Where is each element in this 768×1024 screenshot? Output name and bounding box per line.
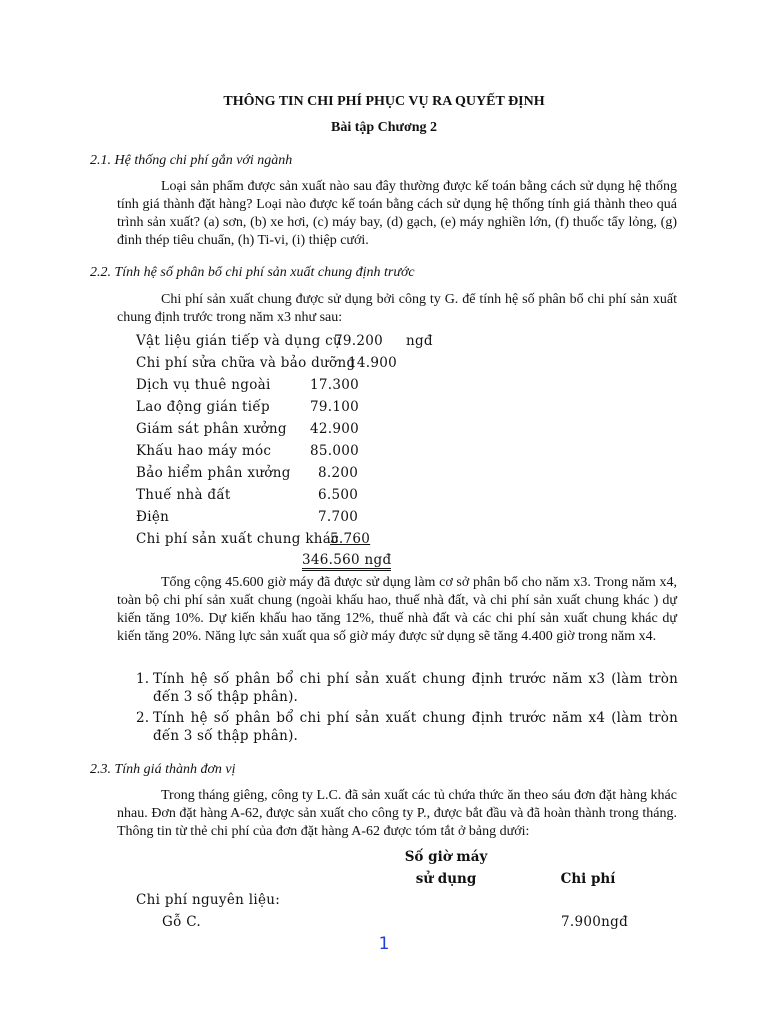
cost-label: Chi phí sửa chữa và bảo dưỡng (136, 355, 356, 371)
row-label-wood: Gỗ C. (162, 914, 201, 930)
cost-label: Bảo hiểm phân xưởng (136, 465, 291, 481)
row-value-wood-cost: 7.900ngđ (561, 914, 629, 930)
cost-label: Khấu hao máy móc (136, 443, 272, 459)
cost-label: Dịch vụ thuê ngoài (136, 377, 271, 393)
cost-label: Chi phí sản xuất chung khác (136, 531, 339, 547)
cost-value: 6.500 (318, 487, 359, 503)
column-header-cost: Chi phí (560, 871, 616, 887)
section-heading-2-1: 2.1. Hệ thống chi phí gắn với ngành (90, 153, 293, 168)
cost-value: 8.200 (318, 465, 359, 481)
cost-value: 7.700 (318, 509, 359, 525)
cost-value: 79.200 (334, 333, 384, 349)
cost-value: 42.900 (310, 421, 360, 437)
row-label-materials: Chi phí nguyên liệu: (136, 892, 281, 908)
section-2-2-body: Tổng cộng 45.600 giờ máy đã được sử dụng làm cơ sở phân bổ cho năm x3. Trong năm x4, toàn bộ chi phí sản xuất chung (ngoài khấu hao, thuế nhà đất, và chi phí sản xuất chung khác ) dự kiến tăng 10%. Dự kiến khấu hao tăng 12%, thuế nhà đất và các chi phí sản xuất chung khác dự kiến tăng 20%. Năng lực sản xuất qua số giờ máy được sử dụng sẽ tăng 4.400 giờ trong năm x4. (117, 575, 677, 644)
cost-label: Giám sát phân xưởng (136, 421, 287, 437)
cost-label: Vật liệu gián tiếp và dụng cụ (136, 333, 342, 349)
cost-value: 79.100 (310, 399, 360, 415)
section-heading-2-2: 2.2. Tính hệ số phân bổ chi phí sản xuất chung định trước (90, 265, 415, 280)
list-item-number: 1. (136, 671, 150, 687)
document-title: THÔNG TIN CHI PHÍ PHỤC VỤ RA QUYẾT ĐỊNH (223, 94, 545, 109)
cost-unit: ngđ (406, 333, 433, 349)
page-number: 1 (378, 934, 390, 954)
section-2-2-intro: Chi phí sản xuất chung được sử dụng bởi công ty G. để tính hệ số phân bổ chi phí sản xuất chung định trước trong năm x3 như sau: (117, 292, 677, 325)
cost-value: 17.300 (310, 377, 360, 393)
cost-label: Lao động gián tiếp (136, 399, 270, 415)
cost-value: 14.900 (348, 355, 398, 371)
list-item-text: Tính hệ số phân bổ chi phí sản xuất chung định trước năm x3 (làm tròn đến 3 số thập phân). (153, 671, 678, 705)
section-heading-2-3: 2.3. Tính giá thành đơn vị (90, 762, 236, 777)
column-header-hours-line2: sử dụng (415, 871, 477, 887)
column-header-hours: Số giờ máy (404, 849, 488, 865)
list-item-number: 2. (136, 710, 150, 726)
cost-value: 5.760 (330, 531, 371, 547)
cost-label: Thuế nhà đất (136, 487, 231, 503)
cost-label: Điện (136, 509, 170, 525)
section-2-3-body: Trong tháng giêng, công ty L.C. đã sản xuất các tủ chứa thức ăn theo sáu đơn đặt hàng khác nhau. Đơn đặt hàng A-62, được sản xuất cho công ty P., được bắt đầu và đã hoàn thành trong tháng. Thông tin từ thẻ chi phí của đơn đặt hàng A-62 được tóm tắt ở bảng dưới: (117, 788, 677, 839)
document-subtitle: Bài tập Chương 2 (330, 120, 437, 135)
list-item-text: Tính hệ số phân bổ chi phí sản xuất chung định trước năm x4 (làm tròn đến 3 số thập phân). (153, 710, 678, 744)
section-2-1-body: Loại sản phẩm được sản xuất nào sau đây thường được kế toán bằng cách sử dụng hệ thống tính giá thành đặt hàng? Loại nào được kế toán bằng cách sử dụng hệ thống tính giá thành theo quá trình sản xuất? (a) sơn, (b) xe hơi, (c) máy bay, (d) gạch, (e) máy nghiền lớn, (f) thuốc tẩy lỏng, (g) đinh thép tiêu chuẩn, (h) Ti-vi, (i) thiệp cưới. (117, 179, 677, 248)
cost-total: 346.560 ngđ (302, 552, 391, 571)
cost-value: 85.000 (310, 443, 360, 459)
